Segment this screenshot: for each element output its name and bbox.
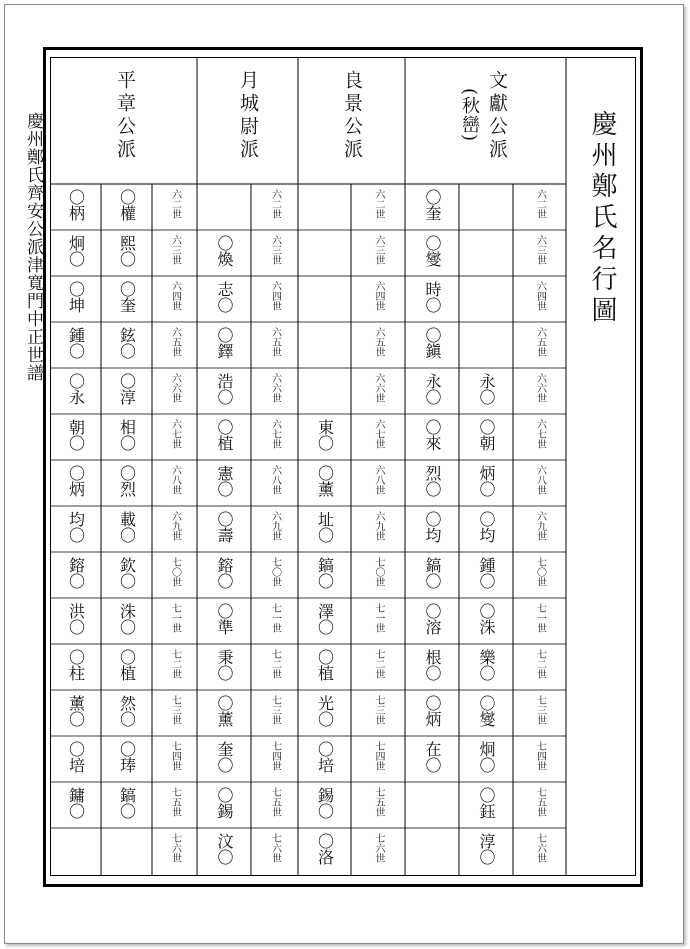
name-col-wolseong-row-1 (215, 189, 233, 225)
name-col-munheon-a-row-14: 〇鈺 (477, 787, 496, 819)
name-col-munheon-b-row-10: 〇溶 (423, 603, 442, 635)
gen-col-munheon-row-5: 六六世 (534, 373, 546, 403)
name-col-munheon-b-row-4: 〇鎭 (423, 327, 442, 359)
gen-col-pyeongjang-row-14: 七五世 (169, 787, 181, 817)
branch-wolseong: 月城尉派 (237, 70, 259, 162)
gen-col-pyeongjang-row-1: 六二世 (169, 189, 181, 219)
branch-yanggyeong: 良景公派 (341, 70, 363, 162)
name-col-pyeongjang-a-row-5: 〇淳 (117, 373, 137, 405)
gen-col-munheon-row-8: 六九世 (534, 511, 546, 541)
name-col-yanggyeong-row-13: 〇培 (315, 741, 335, 773)
name-col-munheon-b-row-8: 〇均 (423, 511, 442, 543)
gen-col-munheon-row-9: 七〇世 (534, 557, 546, 587)
gen-col-yanggyeong-row-11: 七二世 (373, 649, 384, 679)
gen-col-munheon-row-13: 七四世 (534, 741, 546, 771)
name-col-pyeongjang-a-row-15 (118, 833, 136, 869)
name-col-munheon-b-row-12: 〇炳 (423, 695, 442, 727)
gen-col-wolseong-row-9: 七〇世 (269, 557, 281, 587)
gen-col-yanggyeong-row-10: 七一世 (373, 603, 384, 633)
gen-col-wolseong-row-14: 七五世 (269, 787, 281, 817)
name-col-munheon-a-row-11: 樂〇 (477, 649, 496, 681)
name-col-munheon-b-row-1: 〇奎 (423, 189, 442, 221)
name-col-munheon-a-row-9: 鍾〇 (477, 557, 496, 589)
name-col-wolseong-row-6: 〇植 (215, 419, 234, 451)
gen-col-pyeongjang-row-11: 七二世 (169, 649, 181, 679)
gen-col-munheon-row-2: 六三世 (534, 235, 546, 265)
name-col-yanggyeong-row-11: 〇植 (315, 649, 335, 681)
name-col-wolseong-row-2: 〇煥 (215, 235, 234, 267)
name-col-pyeongjang-b-row-4: 鍾〇 (66, 327, 86, 359)
gen-col-wolseong-row-2: 六三世 (269, 235, 281, 265)
name-col-munheon-b-row-3: 時〇 (423, 281, 442, 313)
name-col-munheon-b-row-9: 鎬〇 (423, 557, 442, 589)
name-col-yanggyeong-row-6: 東〇 (315, 419, 335, 451)
name-col-wolseong-row-10: 〇準 (215, 603, 234, 635)
name-col-wolseong-row-15: 汶〇 (215, 833, 234, 865)
name-col-yanggyeong-row-7: 〇薰 (315, 465, 335, 497)
gen-col-pyeongjang-row-2: 六三世 (169, 235, 181, 265)
name-col-munheon-b-row-13: 在〇 (423, 741, 442, 773)
margin-title: 慶州鄭氏齊安公派津寬門中正世譜 (23, 112, 43, 382)
name-col-pyeongjang-b-row-14: 鏞〇 (66, 787, 86, 819)
gen-col-wolseong-row-1: 六二世 (269, 189, 281, 219)
name-col-pyeongjang-b-row-5: 〇永 (66, 373, 86, 405)
name-col-pyeongjang-a-row-10: 洙〇 (117, 603, 137, 635)
name-col-pyeongjang-b-row-8: 均〇 (66, 511, 86, 543)
name-col-wolseong-row-9: 鎔〇 (215, 557, 234, 589)
name-col-pyeongjang-b-row-2: 炯〇 (66, 235, 86, 267)
name-col-pyeongjang-a-row-13: 〇琫 (117, 741, 137, 773)
name-col-munheon-a-row-3 (477, 281, 495, 317)
name-col-munheon-a-row-13: 炯〇 (477, 741, 496, 773)
name-col-wolseong-row-12: 〇薰 (215, 695, 234, 727)
name-col-munheon-a-row-5: 永〇 (477, 373, 496, 405)
name-col-pyeongjang-b-row-12: 薰〇 (66, 695, 86, 727)
gen-col-yanggyeong-row-14: 七五世 (373, 787, 384, 817)
name-col-pyeongjang-a-row-6: 相〇 (117, 419, 137, 451)
name-col-pyeongjang-b-row-13: 〇培 (66, 741, 86, 773)
gen-col-munheon-row-6: 六七世 (534, 419, 546, 449)
gen-col-wolseong-row-5: 六六世 (269, 373, 281, 403)
name-col-wolseong-row-11: 秉〇 (215, 649, 234, 681)
name-col-pyeongjang-b-row-6: 朝〇 (66, 419, 86, 451)
gen-col-munheon-row-1: 六二世 (534, 189, 546, 219)
name-col-munheon-b-row-15 (423, 833, 441, 869)
name-col-pyeongjang-a-row-14: 鎬〇 (117, 787, 137, 819)
gen-col-yanggyeong-row-9: 七〇世 (373, 557, 384, 587)
gen-col-munheon-row-12: 七三世 (534, 695, 546, 725)
gen-col-wolseong-row-4: 六五世 (269, 327, 281, 357)
gen-col-wolseong-row-7: 六八世 (269, 465, 281, 495)
name-col-munheon-b-row-6: 〇來 (423, 419, 442, 451)
name-col-pyeongjang-b-row-3: 〇坤 (66, 281, 86, 313)
name-col-yanggyeong-row-3 (316, 281, 334, 317)
branch-munheon: 文獻公派 (486, 70, 508, 162)
name-col-pyeongjang-a-row-8: 載〇 (117, 511, 137, 543)
name-col-munheon-a-row-7: 炳〇 (477, 465, 496, 497)
name-col-yanggyeong-row-14: 錫〇 (315, 787, 335, 819)
name-col-pyeongjang-b-row-15 (67, 833, 85, 869)
gen-col-wolseong-row-3: 六四世 (269, 281, 281, 311)
name-col-wolseong-row-14: 〇錫 (215, 787, 234, 819)
name-col-munheon-a-row-12: 〇燮 (477, 695, 496, 727)
gen-col-munheon-row-7: 六八世 (534, 465, 546, 495)
gen-col-munheon-row-15: 七六世 (534, 833, 546, 863)
name-col-munheon-a-row-8: 〇均 (477, 511, 496, 543)
gen-col-wolseong-row-10: 七一世 (269, 603, 281, 633)
gen-col-pyeongjang-row-12: 七三世 (169, 695, 181, 725)
name-col-pyeongjang-a-row-11: 〇植 (117, 649, 137, 681)
gen-col-yanggyeong-row-3: 六四世 (373, 281, 384, 311)
gen-col-pyeongjang-row-10: 七一世 (169, 603, 181, 633)
name-col-pyeongjang-a-row-12: 然〇 (117, 695, 137, 727)
gen-col-munheon-row-10: 七一世 (534, 603, 546, 633)
chart-title: 慶州鄭氏名行圖 (587, 110, 617, 327)
name-col-yanggyeong-row-5 (316, 373, 334, 409)
name-col-munheon-b-row-2: 〇燮 (423, 235, 442, 267)
name-col-yanggyeong-row-4 (316, 327, 334, 363)
name-col-yanggyeong-row-12: 光〇 (315, 695, 335, 727)
gen-col-yanggyeong-row-15: 七六世 (373, 833, 384, 863)
gen-col-pyeongjang-row-3: 六四世 (169, 281, 181, 311)
name-col-munheon-b-row-7: 烈〇 (423, 465, 442, 497)
name-col-wolseong-row-7: 憲〇 (215, 465, 234, 497)
name-col-wolseong-row-3: 志〇 (215, 281, 234, 313)
gen-col-munheon-row-11: 七二世 (534, 649, 546, 679)
name-col-munheon-a-row-4 (477, 327, 495, 363)
name-col-pyeongjang-a-row-7: 〇烈 (117, 465, 137, 497)
gen-col-wolseong-row-6: 六七世 (269, 419, 281, 449)
name-col-munheon-a-row-15: 淳〇 (477, 833, 496, 865)
gen-col-wolseong-row-13: 七四世 (269, 741, 281, 771)
name-col-munheon-a-row-6: 〇朝 (477, 419, 496, 451)
name-col-pyeongjang-b-row-9: 鎔〇 (66, 557, 86, 589)
gen-col-pyeongjang-row-13: 七四世 (169, 741, 181, 771)
name-col-wolseong-row-13: 奎〇 (215, 741, 234, 773)
name-col-wolseong-row-5: 浩〇 (215, 373, 234, 405)
gen-col-yanggyeong-row-13: 七四世 (373, 741, 384, 771)
branch-munheon-sub: (秋巒) (459, 88, 480, 143)
gen-col-munheon-row-14: 七五世 (534, 787, 546, 817)
name-col-munheon-a-row-1 (477, 189, 495, 225)
gen-col-wolseong-row-12: 七三世 (269, 695, 281, 725)
name-col-munheon-b-row-14 (423, 787, 441, 823)
name-col-pyeongjang-a-row-1: 〇權 (117, 189, 137, 221)
name-col-yanggyeong-row-2 (316, 235, 334, 271)
name-col-munheon-a-row-10: 〇洙 (477, 603, 496, 635)
gen-col-yanggyeong-row-6: 六七世 (373, 419, 384, 449)
gen-col-munheon-row-3: 六四世 (534, 281, 546, 311)
gen-col-yanggyeong-row-7: 六八世 (373, 465, 384, 495)
name-col-yanggyeong-row-15: 〇洛 (315, 833, 335, 865)
name-col-pyeongjang-a-row-4: 鉉〇 (117, 327, 137, 359)
gen-col-wolseong-row-15: 七六世 (269, 833, 281, 863)
name-col-pyeongjang-b-row-11: 〇柱 (66, 649, 86, 681)
gen-col-pyeongjang-row-5: 六六世 (169, 373, 181, 403)
gen-col-pyeongjang-row-6: 六七世 (169, 419, 181, 449)
gen-col-pyeongjang-row-8: 六九世 (169, 511, 181, 541)
gen-col-yanggyeong-row-4: 六五世 (373, 327, 384, 357)
gen-col-pyeongjang-row-9: 七〇世 (169, 557, 181, 587)
name-col-pyeongjang-a-row-3: 〇奎 (117, 281, 137, 313)
gen-col-pyeongjang-row-15: 七六世 (169, 833, 181, 863)
name-col-pyeongjang-a-row-9: 欽〇 (117, 557, 137, 589)
name-col-wolseong-row-4: 〇鐸 (215, 327, 234, 359)
name-col-yanggyeong-row-1 (316, 189, 334, 225)
name-col-yanggyeong-row-8: 址〇 (315, 511, 335, 543)
name-col-yanggyeong-row-10: 澤〇 (315, 603, 335, 635)
name-col-pyeongjang-a-row-2: 熙〇 (117, 235, 137, 267)
gen-col-pyeongjang-row-7: 六八世 (169, 465, 181, 495)
gen-col-yanggyeong-row-5: 六六世 (373, 373, 384, 403)
gen-col-yanggyeong-row-8: 六九世 (373, 511, 384, 541)
name-col-wolseong-row-8: 〇壽 (215, 511, 234, 543)
gen-col-yanggyeong-row-12: 七三世 (373, 695, 384, 725)
gen-col-wolseong-row-11: 七二世 (269, 649, 281, 679)
gen-col-pyeongjang-row-4: 六五世 (169, 327, 181, 357)
name-col-munheon-a-row-2 (477, 235, 495, 271)
name-col-pyeongjang-b-row-7: 〇炳 (66, 465, 86, 497)
name-col-pyeongjang-b-row-10: 洪〇 (66, 603, 86, 635)
inner-frame (50, 57, 636, 876)
gen-col-yanggyeong-row-1: 六二世 (373, 189, 384, 219)
name-col-pyeongjang-b-row-1: 〇柄 (66, 189, 86, 221)
gen-col-munheon-row-4: 六五世 (534, 327, 546, 357)
name-col-munheon-b-row-5: 永〇 (423, 373, 442, 405)
name-col-munheon-b-row-11: 根〇 (423, 649, 442, 681)
gen-col-yanggyeong-row-2: 六三世 (373, 235, 384, 265)
name-col-yanggyeong-row-9: 鎬〇 (315, 557, 335, 589)
gen-col-wolseong-row-8: 六九世 (269, 511, 281, 541)
branch-pyeongjang: 平章公派 (114, 70, 136, 162)
